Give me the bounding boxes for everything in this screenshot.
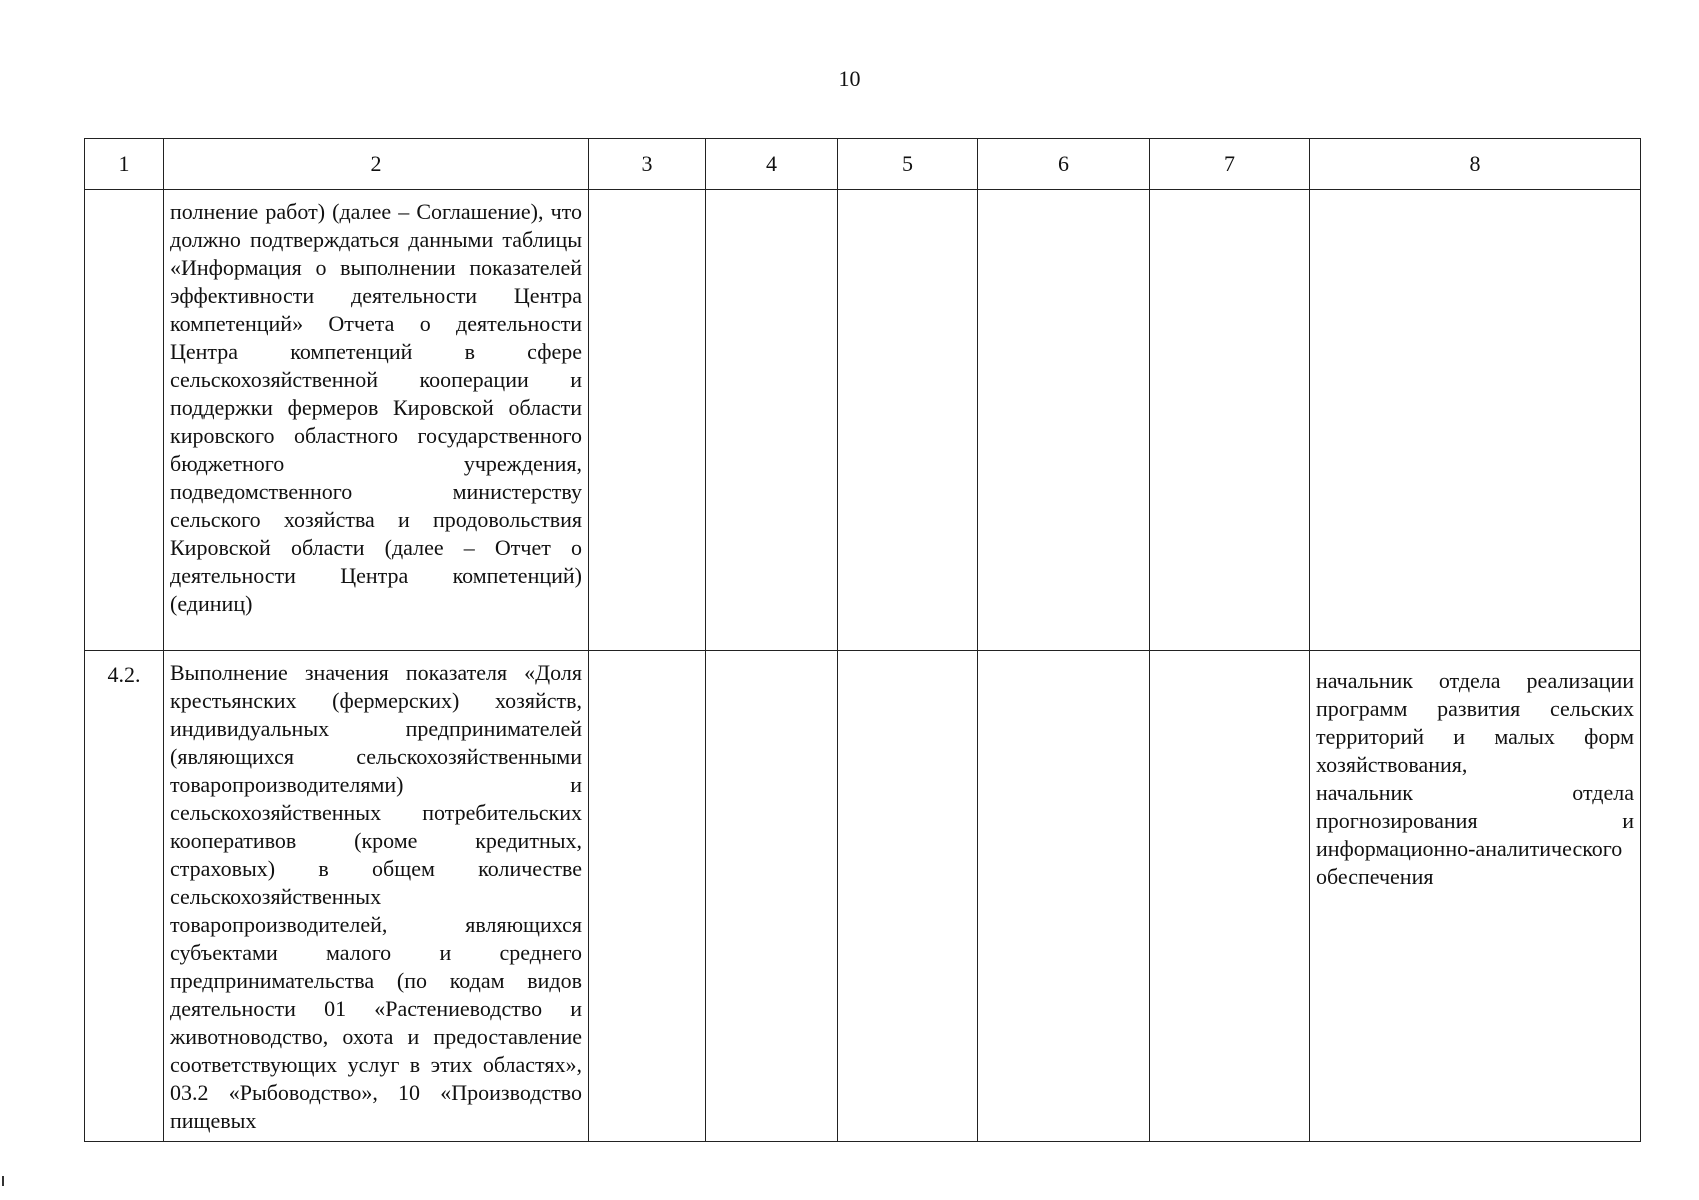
table-cell [589, 651, 706, 1142]
document-table [84, 138, 1641, 1142]
column-header: 8 [1310, 139, 1641, 190]
table-cell [1150, 651, 1310, 1142]
scan-margin-mark [2, 1176, 4, 1186]
column-header: 3 [589, 139, 706, 190]
table-cell [1150, 190, 1310, 651]
column-header: 1 [85, 139, 164, 190]
responsible-cell [1310, 190, 1641, 651]
table-row [85, 190, 1641, 651]
column-header: 5 [838, 139, 978, 190]
column-header: 7 [1150, 139, 1310, 190]
column-header: 2 [164, 139, 589, 190]
responsible-text-1: начальник отдела реализации программ развития сельских территорий и малых форм хозяйствования, [1316, 668, 1634, 777]
responsible-text-2: начальник отдела прогнозирования и информационно-аналитического обеспечения [1316, 780, 1634, 889]
indicator-text-cell: Выполнение значения показателя «Доля крестьянских (фермерских) хозяйств, индивидуальных предпринимателей (являющихся сельскохозяйственными товаропроизводителями) и сельскохозяйственных потребительских кооперативов (кроме кредитных, страховых) в общем количестве сельскохозяйственных товаропроизводителей, являющихся субъектами малого и среднего предпринимательства (по кодам видов деятельности 01 «Растениеводство и животноводство, охота и предоставление соответствующих услуг в этих областях», 03.2 «Рыбоводство», 10 «Производство пищевых [164, 651, 589, 1142]
indicator-text-cell: полнение работ) (далее – Соглашение), что должно подтверждаться данными таблицы «Информация о выполнении показателей эффективности деятельности Центра компетенций» Отчета о деятельности Центра компетенций в сфере сельскохозяйственной кооперации и поддержки фермеров Кировской области кировского областного государственного бюджетного учреждения, подведомственного министерству сельского хозяйства и продовольствия Кировской области (далее – Отчет о деятельности Центра компетенций) (единиц) [164, 190, 589, 651]
responsible-cell [1310, 651, 1641, 1142]
table-header-row [85, 139, 1641, 190]
table-cell [838, 651, 978, 1142]
table-cell [706, 190, 838, 651]
row-number-cell: 4.2. [85, 651, 164, 1142]
column-header: 4 [706, 139, 838, 190]
column-header: 6 [978, 139, 1150, 190]
table-cell [706, 651, 838, 1142]
row-number-cell [85, 190, 164, 651]
page-number: 10 [838, 66, 861, 91]
table-cell [838, 190, 978, 651]
table-cell [978, 651, 1150, 1142]
table-row [85, 651, 1641, 1142]
table-cell [978, 190, 1150, 651]
table-cell [589, 190, 706, 651]
